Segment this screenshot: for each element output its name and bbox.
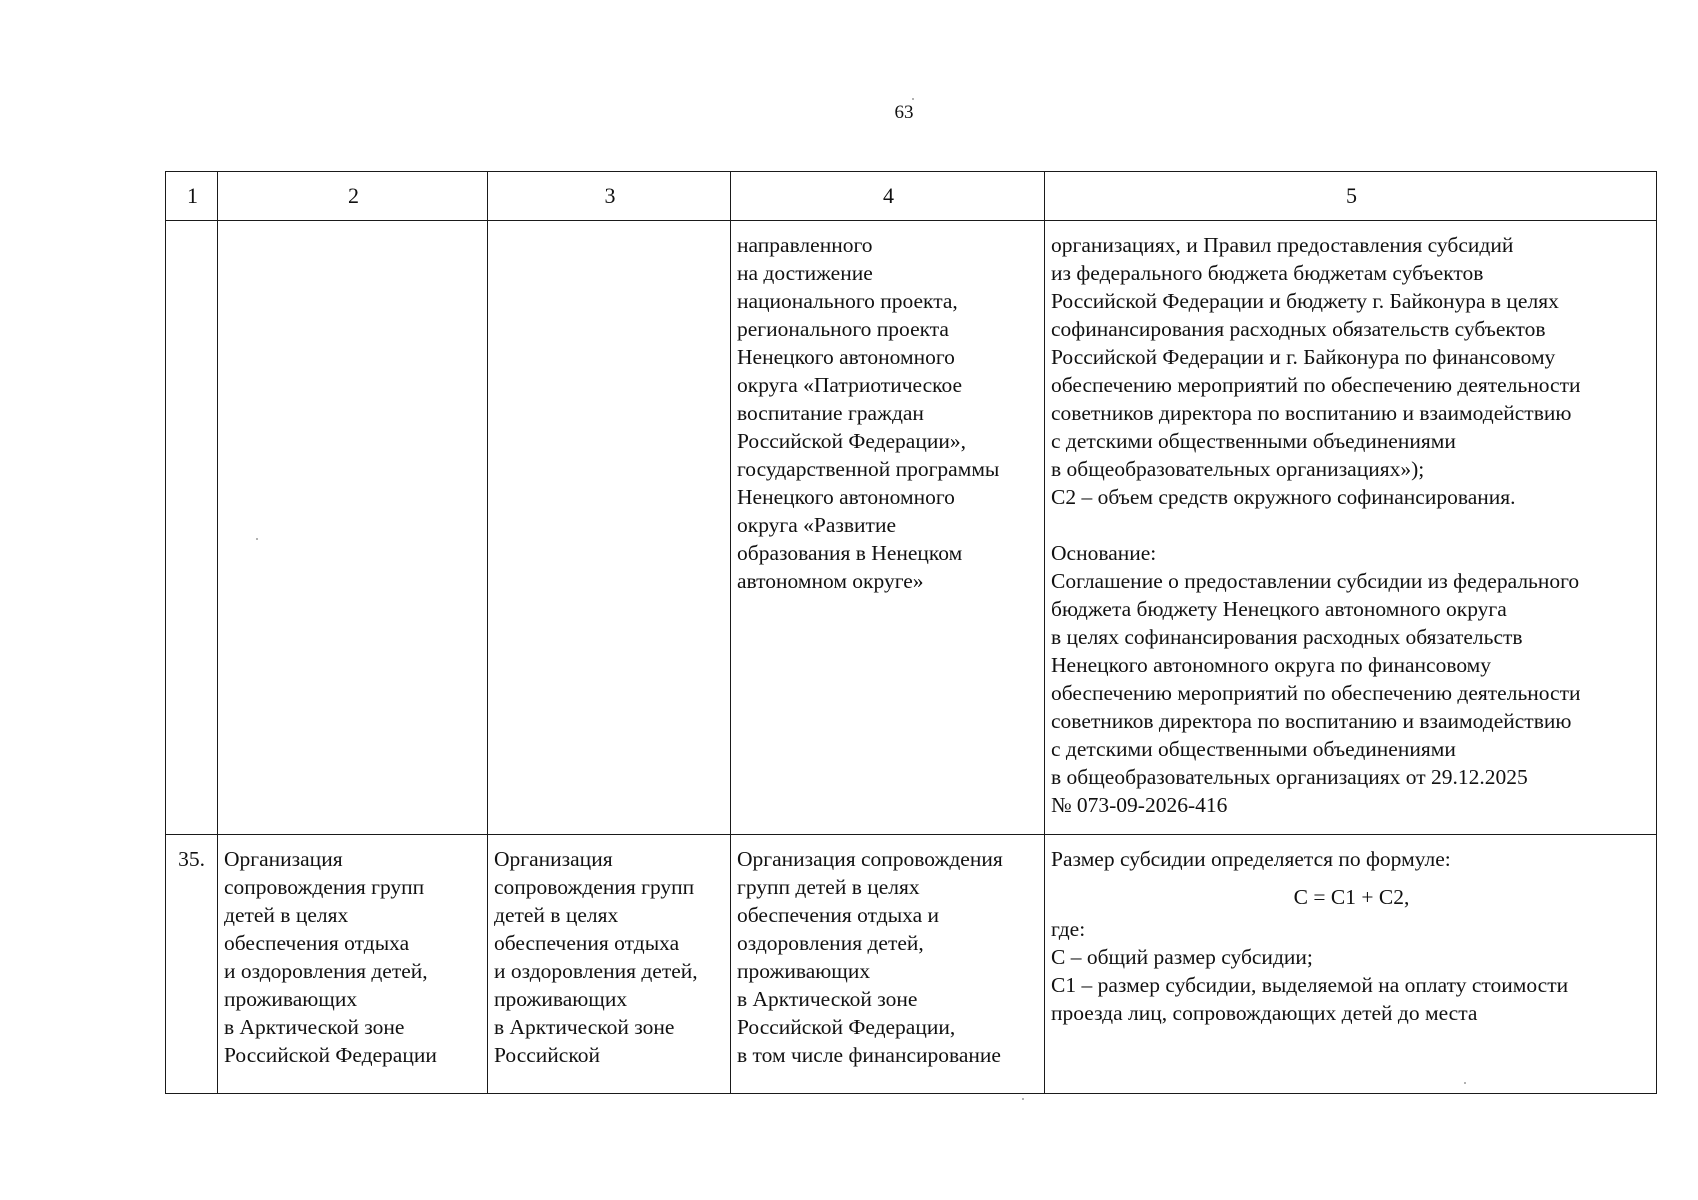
calculation-cell: [1045, 835, 1657, 1094]
scan-speck: [256, 538, 258, 540]
column-header-3: 3: [488, 172, 731, 221]
table-row-continued: [166, 221, 1657, 835]
expense-direction-cell: Организация сопровождения групп детей в целях обеспечения отдыха и оздоровления детей, проживающих в Арктической зоне Российской: [488, 835, 731, 1094]
table-header-row: [166, 172, 1657, 221]
purpose-cell: Организация сопровождения групп детей в целях обеспечения отдыха и оздоровления детей, проживающих в Арктической зоне Российской Федерации, в том числе финансирование: [731, 835, 1045, 1094]
page-number: 63: [894, 102, 914, 123]
column-header-2: 2: [218, 172, 488, 221]
subsidy-table: [165, 171, 1657, 1094]
formula-legend: где: C – общий размер субсидии; C1 – размер субсидии, выделяемой на оплату стоимости проезда лиц, сопровождающих детей до места: [1051, 917, 1569, 1025]
event-name-cell: [218, 221, 488, 835]
scan-speck: [1022, 1098, 1024, 1100]
purpose-cell: направленного на достижение национального проекта, регионального проекта Ненецкого автономного округа «Патриотическое воспитание граждан Российской Федерации», государственной программы Ненецкого автономного округа «Развитие образования в Ненецком автономном округе»: [731, 221, 1045, 835]
scan-speck: [1464, 1082, 1466, 1084]
basis-text: Соглашение о предоставлении субсидии из федерального бюджета бюджету Ненецкого автономного округа в целях софинансирования расходных обязательств Ненецкого автономного округа по финансовому обеспечению мероприятий по обеспечению деятельности советников директора по воспитанию и взаимодействию с детскими общественными объединениями в общеобразовательных организациях от 29.12.2025 № 073-09-2026-416: [1051, 569, 1581, 817]
formula: C = C1 + C2,: [1293, 885, 1410, 909]
row-number-cell: [166, 221, 218, 835]
column-header-1: 1: [166, 172, 218, 221]
table-row-35: [166, 835, 1657, 1094]
formula-intro: Размер субсидии определяется по формуле:: [1051, 847, 1451, 871]
calculation-cell: [1045, 221, 1657, 835]
expense-direction-cell: [488, 221, 731, 835]
column-header-4: 4: [731, 172, 1045, 221]
row-number-cell: 35.: [166, 835, 218, 1094]
basis-title: Основание:: [1051, 541, 1157, 565]
calculation-text: организациях, и Правил предоставления субсидий из федерального бюджета бюджетам субъектов Российской Федерации и бюджету г. Байконура в целях софинансирования расходных обязательств субъектов Российской Федерации и г. Байконура по финансовому обеспечению мероприятий по обеспечению деятельности советников директора по воспитанию и взаимодействию с детскими общественными объединениями в общеобразовательных организациях»); C2 – объем средств окружного софинансирования.: [1051, 233, 1581, 509]
scan-speck: [912, 98, 914, 100]
column-header-5: 5: [1045, 172, 1657, 221]
event-name-cell: Организация сопровождения групп детей в целях обеспечения отдыха и оздоровления детей, проживающих в Арктической зоне Российской Федерации: [218, 835, 488, 1094]
